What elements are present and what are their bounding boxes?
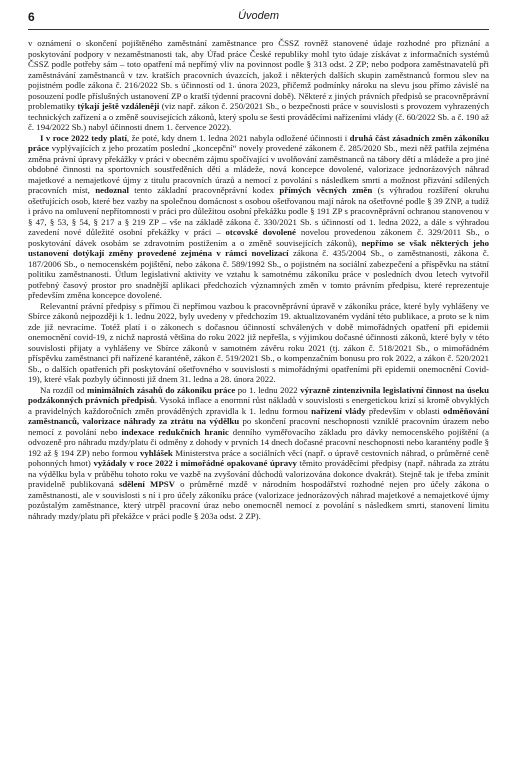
text-run: o průměrné mzdě v národním hospodářství rozhodné nejen pro účely zákona o zaměstnanosti, ale v souvislosti s ní i pro účely zákoníku práce (valorizace jednorázových náhrad majetkové a nemajetkové újmy pozůstalým zaměstnance, který utrpěl pracovní úraz nebo onemocněl nemocí z povolání s následkem smrti, stanovení limitu náhrady mzdy/platu při překážce v práci podle § 203a odst. 2 ZP). [28,479,490,521]
text-run: , že poté, kdy dnem 1. ledna 2021 nabyla odložené účinnosti i [126,132,350,143]
bold-text-run: sdělení MPSV [118,479,175,489]
text-run: po 1. lednu 2022 [235,384,301,395]
text-run: v oznámení o skončení pojištěného zaměstnání zaměstnance pro ČSSZ rovněž stanovené údaje rozhodné pro přiznání a poskytování podpory v nezaměstnanosti tak, aby Úřad práce České republiky mohl tyto údaje získávat z informačních systémů ČSSZ podle potřeby sám – toto opatření má nepřímý vliv na povinnost podle § 313 odst. 2 ZP; nebo podpora zaměstnavatelů při zaměstnávání zaměstnanců v tzv. kratších pracovních úvazcích, jakož i některých dalších skupin zaměstnanců formou slev na pojistném podle zákona č. 216/2022 Sb. s účinností od 1. února 2023, přičemž podmínky nároku na slevu jsou přímo závislé na posouzení podle příslušných ustanovení ZP o kratší týdenní pracovní době). Některé z jiných právních předpisů se pracovněprávní problematiky [28,38,489,111]
text-run: Na rozdíl od [40,384,88,395]
text-run: novelou provedenou zákonem č. 329/2011 Sb., o poskytování dávek osobám se zdravotním postižením a o změně souvisejících zákonů), [28,227,489,248]
text-run: (s výhradou rozšíření okruhu ošetřujících osob, které bez vazby na společnou domácnost s osobou ošetřovanou mají nárok na ošetřovné podle § 39 ZNP, a tudíž i právo na omluvení nepřítomnosti v práci pro důležitou osobní překážku podle § 191 ZP s pracovněprávní ochranou stanovenou v § 47, § 53, § 54, § 217 a § 219 ZP – vše na základě zákona č. 330/2021 Sb. s účinností od 1. ledna 2022, a dále s výhradou zavedení nové důležité osobní překážky v práci – [28,185,489,237]
paragraph [28,385,489,522]
paragraph [28,38,489,133]
text-run: Relevantní právní předpisy s přímou či nepřímou vazbou k pracovněprávní úpravě v zákoníku práce, které byly vyhlášeny ve Sbírce zákonů nejpozději k 1. lednu 2022, byly uvedeny v předchozím 19. aktualizovaném vydání této publikace, a proto se k nim zde již nevracíme. Totéž platí i o zákonech s dočasnou účinností schválených v době mimořádných opatření při epidemii onemocnění covid-19, z nichž naprostá většina do roku 2022 již nepřešla, s výjimkou dočasné účinnosti zákonů, které byly v této souvislosti přijaty a vyhlášeny ve Sbírce zákonů v samotném závěru roku 2021 (tj. zákon č. 518/2021 Sb., o mimořádném příspěvku zaměstnanci při nařízené karanténě, zákon č. 519/2021 Sb., o kompenzačním bonusu pro rok 2022, a zákon č. 520/2021 Sb., o dalších opatřeních při poskytování ošetřovného v souvislosti s mimořádnými opatřeními při epidemii onemocnění Covid-19), které však pozbyly účinnosti již dnem 31. ledna a 28. února 2022. [28,300,489,384]
bold-text-run: indexace redukčních hranic [121,426,229,437]
bold-text-run: otcovské dovolené [225,227,296,237]
paragraph [28,301,489,385]
bold-text-run: odměňování zaměstnanců, valorizace náhrady za ztrátu na výdělku [28,405,489,426]
body-text [28,38,489,521]
bold-text-run: výrazně zintenzivnila legislativní činnost na úseku podzákonných právních předpisů [28,384,490,405]
text-run: těmito prováděcími předpisy (např. náhrada za ztrátu na výdělku byla v průběhu tohoto roku ve vazbě na zvyšování důchodů valorizována dokonce dvakrát). Stejně tak je třeba zmínit pravidelně publikovaná [28,458,489,489]
bold-text-run: druhá část zásadních změn zákoníku práce [28,132,490,153]
bold-text-run: vyžádaly v roce 2022 i mimořádné opakované úpravy [93,458,297,468]
text-run: (viz např. zákon č. 250/2021 Sb., o bezpečnosti práce v souvislosti s provozem vyhrazených technických zařízení a o změně souvisejících zákonů, který spolu se šesti prováděcími nařízeními vlády (č. 60/2022 Sb. a č. 190 až č. 194/2022 Sb.) nabyl účinnosti dnem 1. července 2022). [28,101,489,132]
text-run: zákona č. 435/2004 Sb., o zaměstnanosti, zákona č. 187/2006 Sb., o nemocenském pojištění, nebo zákona č. 589/1992 Sb., o pojistném na sociální zabezpečení a příspěvku na státní politiku zaměstnanosti. Útlum legislativní aktivity ve vztahu k samotnému zákoníku práce v posledních dvou letech vytvořil potřebný časový prostor pro snadnější aplikaci předchozích významných změn v tomto právním předpisu, které reprezentuje především změna koncepce dovolené. [28,248,489,300]
bold-text-run: minimálních zásahů do zákoníku práce [87,384,236,395]
page-number: 6 [28,10,35,24]
bold-text-run: nařízení vlády [311,405,366,416]
bold-text-run: vyhlášek [139,447,173,458]
bold-text-run: nepřímo se však některých jeho ustanovení dotýkají změny provedené zejména v rámci novelizací [28,237,490,258]
running-head: Úvodem [238,10,279,22]
text-run: po skončení pracovní neschopnosti vzniklé pracovním úrazem nebo nemocí z povolání nebo [28,416,490,437]
text-run: vyplývajících z jeho prozatím poslední „koncepční“ novely provedené zákonem č. 285/2020 Sb., mezi něž patřila zejména změna právní úpravy překážky v práci v obecném zájmu spočívající v uvolňování zaměstnanců na tábory dětí a mládeže a pro jiné obdobné činnosti na sportovních soustředěních dětí a mládeže, nová koncepce dovolené, valorizace jednorázových náhrad majetkové a nemajetkové újmy z titulu pracovních úrazů a nemocí z povolání s následkem smrti a možnost přizvání sdílených pracovních míst, [28,143,489,195]
paragraph [28,133,489,301]
page-header [28,8,489,28]
bold-text-run: I v roce 2022 tedy platí [40,132,127,143]
text-run: především v oblasti [365,405,444,416]
bold-text-run: týkají ještě vzdáleněji [77,101,160,111]
text-run: Ministerstva práce a sociálních věcí (např. o úpravě cestovních náhrad, o průměrné ceně pohonných hmot) [28,447,489,468]
bold-text-run: přímých věcných změn [279,185,373,195]
text-run: . Vysoká inflace a enormní růst nákladů v souvislosti s energetickou krizí si kromě obvyklých a pravidelných každoročních změn prováděných zpravidla k 1. lednu formou [28,395,489,416]
text-run: denního vyměřovacího základu pro dávky nemocenského pojištění (a odvozeně pro náhradu mzdy/platu či odměny z dohody v prvních 14 dnech dočasné pracovní neschopnosti nebo karantény podle § 192 až § 194 ZP) nebo formou [28,426,489,458]
bold-text-run: nedoznal [95,185,129,195]
header-rule [28,29,489,30]
text-run: tento základní pracovněprávní kodex [128,185,280,195]
